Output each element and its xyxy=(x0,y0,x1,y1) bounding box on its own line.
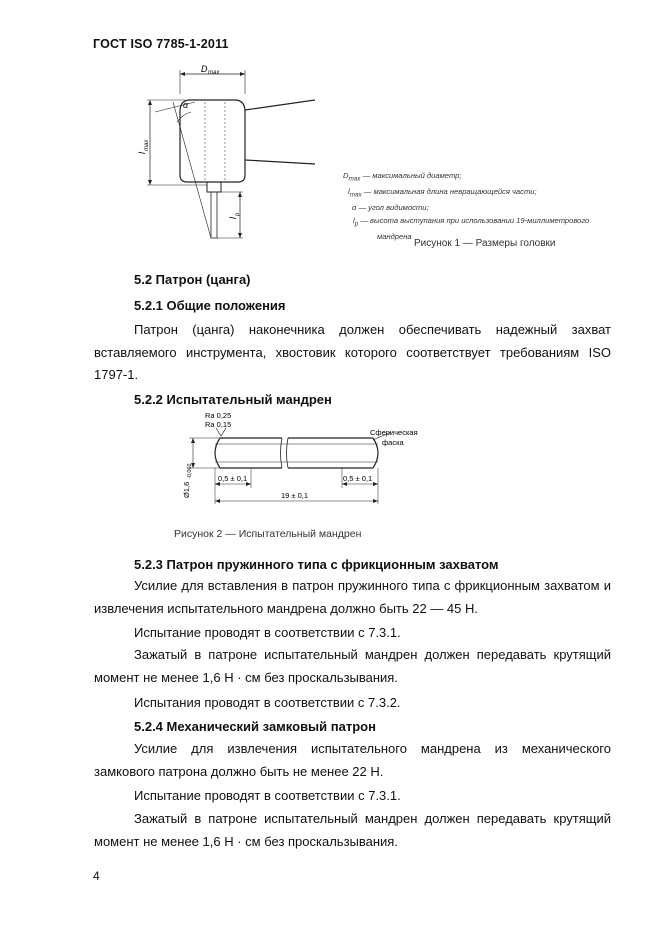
section-5-2-2-title: 5.2.2 Испытательный мандрен xyxy=(134,392,332,407)
section-5-2-4-title: 5.2.4 Механический замковый патрон xyxy=(134,719,376,734)
section-5-2-4-p1: Усилие для извлечения испытательного мандрена из механического замкового патрона должно быть не менее 22 Н. xyxy=(94,741,611,779)
section-5-2-4-p3: Зажатый в патроне испытательный мандрен должен передавать крутящий момент не менее 1,6 Н · см без проскальзывания. xyxy=(94,811,611,849)
figure-2-caption: Рисунок 2 — Испытательный мандрен xyxy=(174,528,362,540)
lp-sub: p xyxy=(235,212,241,216)
section-5-2-1-title: 5.2.1 Общие положения xyxy=(134,298,286,313)
figure-2-mandrel-diagram xyxy=(175,408,460,508)
diameter-tolerance: -0,002 xyxy=(187,463,193,479)
section-5-2-1-paragraph: Патрон (цанга) наконечника должен обеспечивать надежный захват вставляемого инструмента, хвостовик которого соответствует требованиям ISO 1797-1. xyxy=(94,322,611,382)
diameter-label: Ø1,6 xyxy=(182,481,191,498)
page-number: 4 xyxy=(93,869,100,883)
lmax-sub: max xyxy=(144,139,150,151)
dim-total: 19 ± 0,1 xyxy=(281,491,309,500)
legend-line: $l_{max}$ — максимальная длина невращающейся части; xyxy=(348,187,537,199)
legend-line: мандрена xyxy=(377,231,412,241)
section-5-2-3-title: 5.2.3 Патрон пружинного типа с фрикционным захватом xyxy=(134,557,499,572)
section-5-2-3-p4: Испытания проводят в соответствии с 7.3.2. xyxy=(134,695,401,710)
legend-line: α — угол видимости; xyxy=(352,203,429,213)
roughness-2: Ra 0,15 xyxy=(205,420,232,429)
dmax-sub: max xyxy=(208,70,220,76)
section-5-2-4-p2: Испытание проводят в соответствии с 7.3.1. xyxy=(134,788,401,803)
spherical-label-2: фаска xyxy=(382,438,404,447)
figure-1-head-diagram xyxy=(125,62,315,252)
roughness-1: Ra 0,25 xyxy=(205,411,232,420)
alpha-label: α xyxy=(183,100,189,110)
legend-line: $l_p$ — высота выступания при использовании 19-миллиметрового xyxy=(353,215,590,228)
section-5-2-3-p3: Зажатый в патроне испытательный мандрен должен передавать крутящий момент не менее 1,6 Н · см без проскальзывания. xyxy=(94,647,611,685)
section-5-2-3-p1: Усилие для вставления в патрон пружинного типа с фрикционным захватом и извлечения испытательного мандрена должно быть 22 — 45 Н. xyxy=(94,578,611,616)
dim-left: 0,5 ± 0,1 xyxy=(218,474,248,483)
lp-label: l xyxy=(228,217,238,219)
legend-line: $D_{max}$ — максимальный диаметр; xyxy=(343,171,462,183)
dim-right: 0,5 ± 0,1 xyxy=(343,474,373,483)
document-header: ГОСТ ISO 7785-1-2011 xyxy=(93,37,229,51)
dmax-label: D xyxy=(201,64,208,74)
section-5-2-title: 5.2 Патрон (цанга) xyxy=(134,272,251,287)
figure-1-legend xyxy=(343,170,643,243)
spherical-label-1: Сферическая xyxy=(370,428,418,437)
figure-1-caption: Рисунок 1 — Размеры головки xyxy=(414,238,556,249)
section-5-2-3-p2: Испытание проводят в соответствии с 7.3.1. xyxy=(134,625,401,640)
lmax-label: l xyxy=(137,152,147,154)
